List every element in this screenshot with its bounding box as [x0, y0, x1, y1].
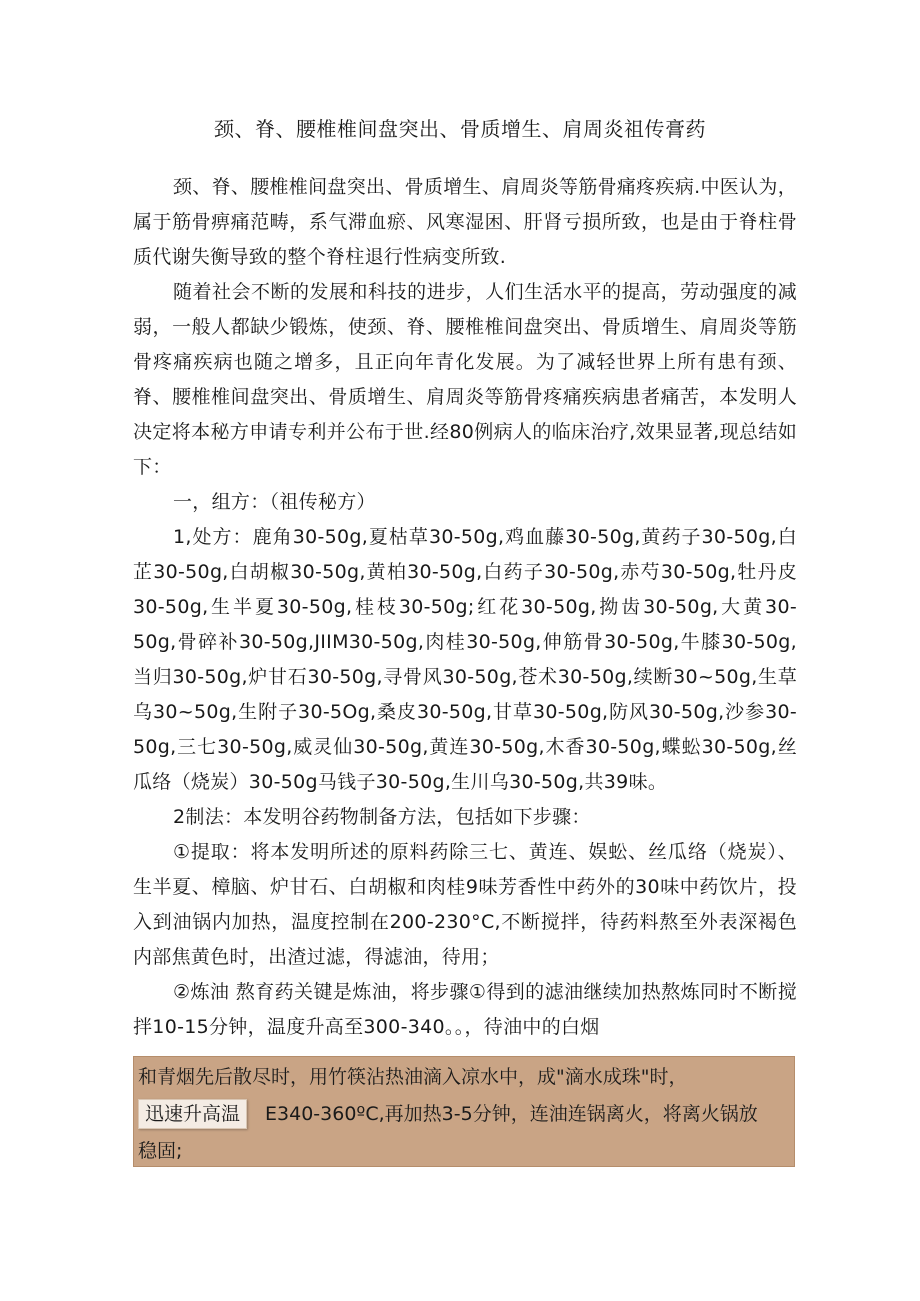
paragraph-prescription: 1,处方：鹿角30-50g,夏枯草30-50g,鸡血藤30-50g,黄药子30-50g,白芷30-50g,白胡椒30-50g,黄柏30-50g,白药子30-50g,赤芍30-50g,牡丹皮30-50g,生半夏30-50g,桂枝30-50g;红花30-50g,拗齿30-50g,大黄30-50g,骨碎补30-50g,JIIM30-50g,肉桂30-50g,伸筋骨30-50g,牛膝30-50g,当归30-50g,炉甘石30-50g,寻骨风30-50g,苍术30-50g,续断30~50g,生草乌30~50g,生附子30-5Og,桑皮30-50g,甘草30-50g,防风30-50g,沙参30-50g,三七30-50g,威灵仙30-50g,黄连30-50g,木香30-50g,蝶蚣30-50g,丝瓜络（烧炭）30-50g马钱子30-50g,生川乌30-50g,共39味。 — [133, 526, 797, 793]
document-title: 颈、脊、腰椎椎间盘突出、骨质增生、肩周炎祖传膏药 — [214, 117, 706, 141]
paragraph-extraction: ①提取：将本发明所述的原料药除三七、黄连、娱蚣、丝瓜络（烧炭）、生半夏、樟脑、炉甘石、白胡椒和肉桂9味芳香性中药外的30味中药饮片，投入到油锅内加热，温度控制在200-230°C,不断搅拌，待药料熬至外表深褐色内部焦黄色时，出渣过滤，得滤油，待用； — [133, 841, 797, 968]
highlight-line-2-text: E340-360ºC,再加热3-5分钟，连油连锅离火，将离火锅放 — [265, 1103, 758, 1125]
paragraph-intro: 颈、脊、腰椎椎间盘突出、骨质增生、肩周炎等筋骨痛疼疾病.中医认为，属于筋骨痹痛范畴，系气滞血瘀、风寒湿困、肝肾亏损所致，也是由于脊柱骨质代谢失衡导致的整个脊柱退行性病变所致. — [133, 176, 797, 268]
highlight-line-3: 稳固; — [138, 1140, 183, 1162]
document-body — [133, 170, 797, 1045]
highlighted-text-block — [133, 1056, 795, 1167]
paragraph-formula-heading: 一，组方：（祖传秘方） — [173, 491, 376, 513]
highlight-line-1: 和青烟先后散尽时，用竹筷沾热油滴入凉水中，成"滴水成珠"时， — [138, 1066, 688, 1088]
paragraph-background: 随着社会不断的发展和科技的进步，人们生活水平的提高，劳动强度的减弱，一般人都缺少锻炼，使颈、脊、腰椎椎间盘突出、骨质增生、肩周炎等筋骨疼痛疾病也随之增多，且正向年青化发展。为了减轻世界上所有患有颈、脊、腰椎椎间盘突出、骨质增生、肩周炎等筋骨疼痛疾病患者痛苦，本发明人决定将本秘方申请专利并公布于世.经80例病人的临床治疗,效果显著,现总结如下： — [133, 281, 797, 478]
highlight-tag: 迅速升高温 — [138, 1099, 247, 1129]
highlight-line-2 — [138, 1096, 790, 1133]
paragraph-oil-refining: ②炼油 熬育药关键是炼油，将步骤①得到的滤油继续加热熬炼同时不断搅拌10-15分钟，温度升高至300-340。。，待油中的白烟 — [133, 981, 797, 1038]
paragraph-method-heading: 2制法：本发明谷药物制备方法，包括如下步骤： — [173, 806, 591, 828]
